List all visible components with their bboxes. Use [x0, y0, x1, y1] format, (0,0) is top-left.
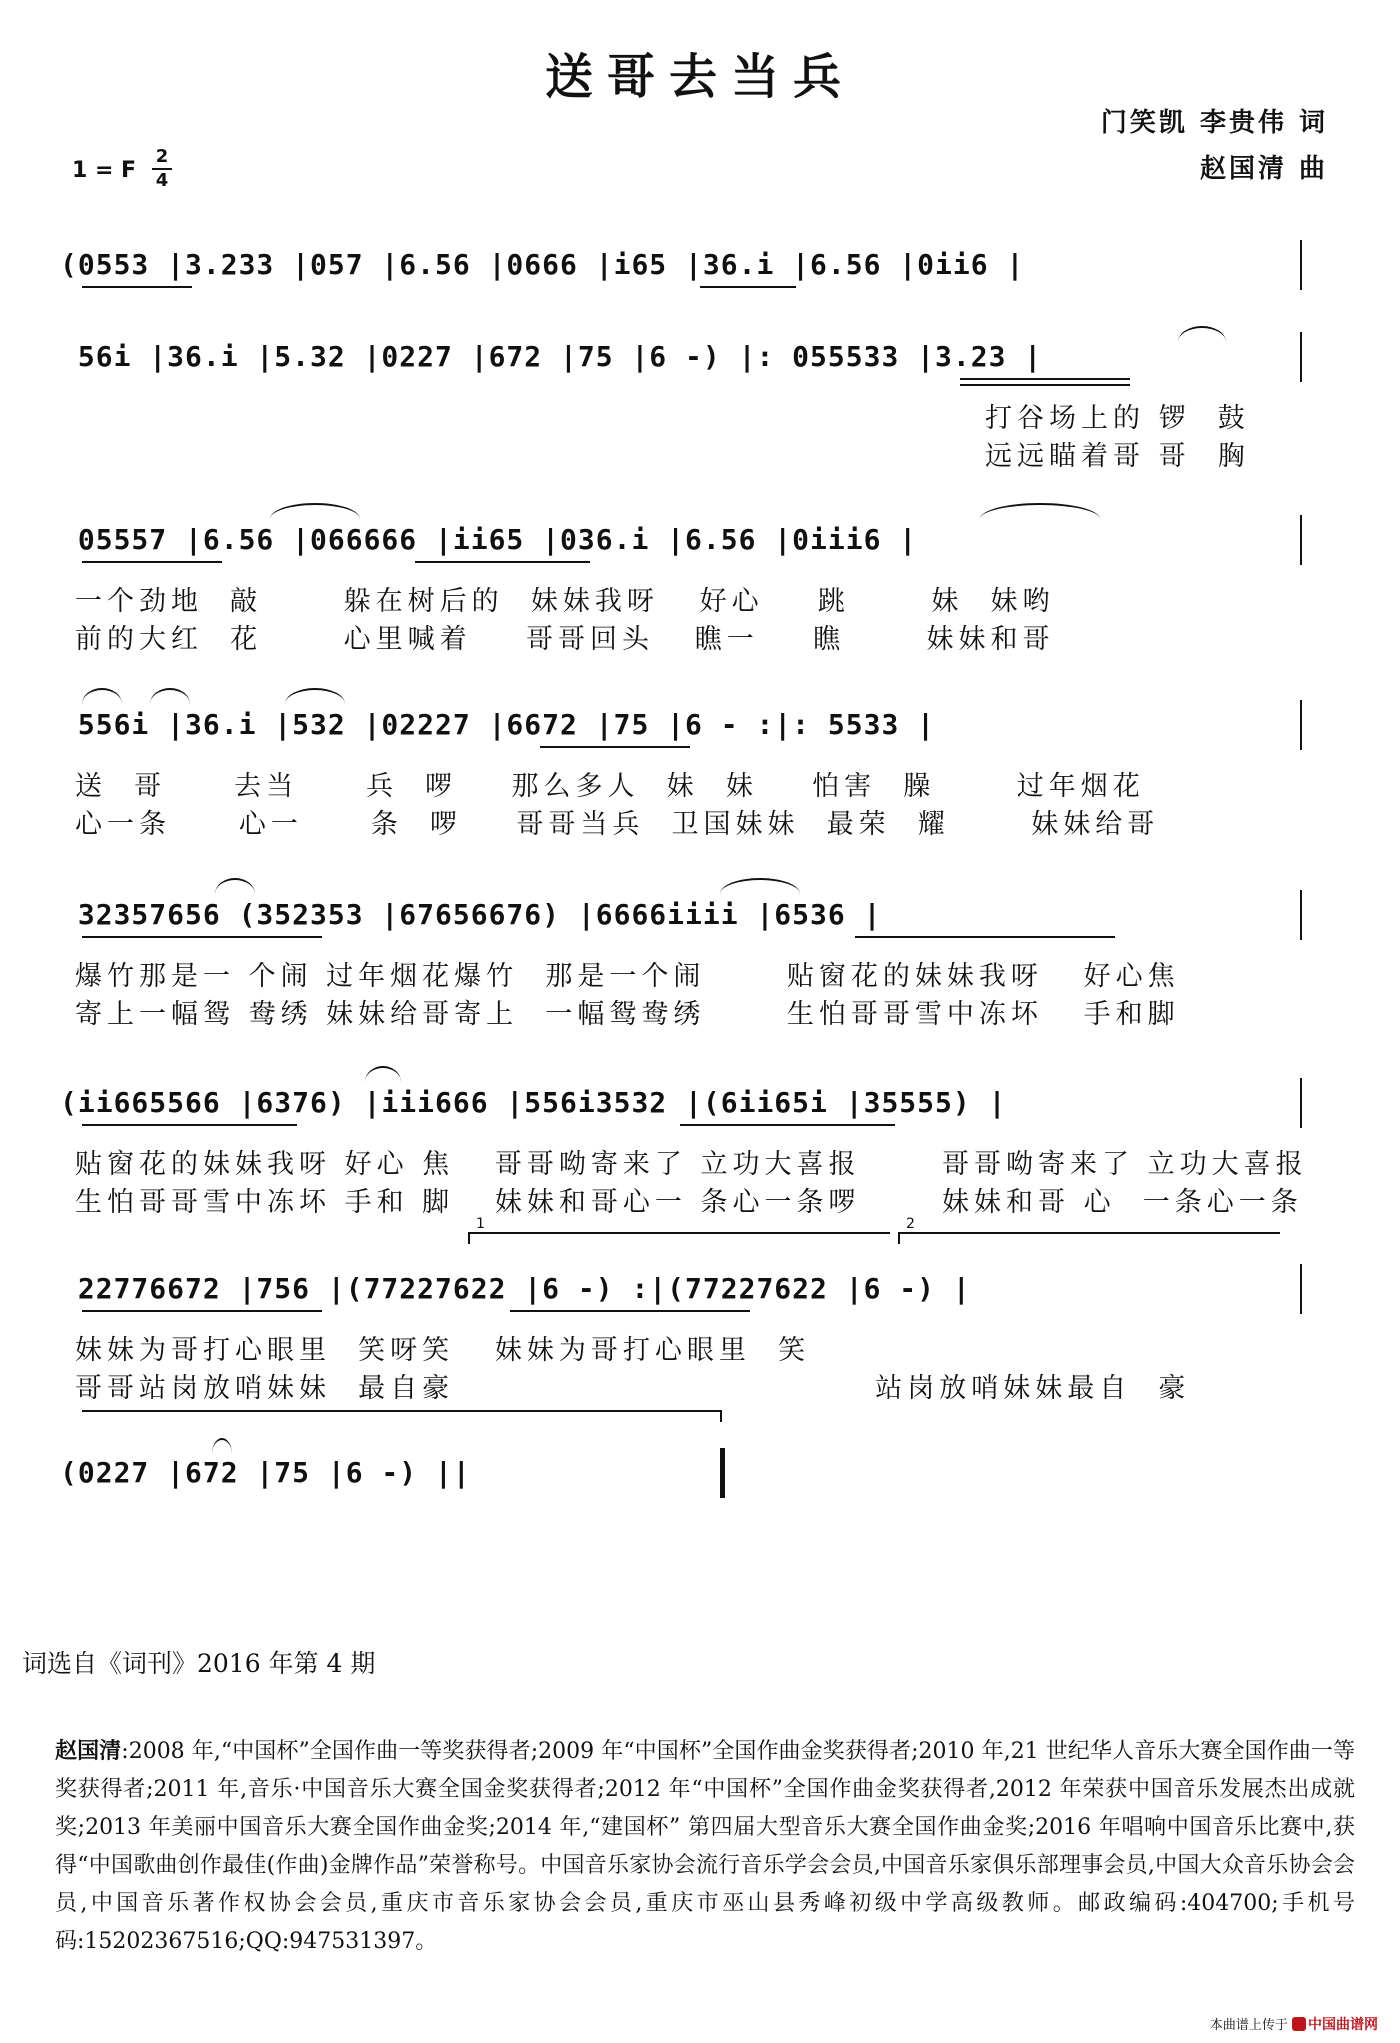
- coda-bracket-end: [720, 1410, 722, 1422]
- lyrics-verse-1: 一个劲地 敲 躲在树后的 妹妹我呀 好心 跳 妹 妹哟: [75, 586, 1055, 617]
- beam-line: [680, 1124, 895, 1126]
- lyrics-verse-1: 妹妹为哥打心眼里 笑呀笑 妹妹为哥打心眼里 笑: [75, 1335, 811, 1366]
- volta-bracket-first: [468, 1216, 890, 1244]
- final-barline: [720, 1448, 725, 1498]
- barline: [1300, 1264, 1302, 1314]
- lyrics-verse-2: 寄上一幅鸳 鸯绣 妹妹给哥寄上 一幅鸳鸯绣 生怕哥哥雪中冻坏 手和脚: [75, 999, 1180, 1030]
- barline: [1300, 332, 1302, 382]
- beam-line: [82, 286, 192, 288]
- fermata: [212, 1438, 232, 1454]
- lyrics-verse-2: 远远瞄着哥 哥 胸: [985, 441, 1250, 472]
- notation-line: 32357656 (352353 |67656676) |6666iiii |6536 |: [60, 898, 882, 931]
- lyrics-verse-1: 送 哥 去当 兵 啰 那么多人 妹 妹 怕害 臊 过年烟花: [75, 771, 1145, 802]
- key-signature: 1 = F: [72, 158, 137, 183]
- slur: [1178, 326, 1226, 342]
- beam-line: [960, 378, 1130, 380]
- notation-line: 22776672 |756 |(77227622 |6 -) :|(77227622 |6 -) |: [60, 1272, 971, 1305]
- beam-line: [540, 746, 690, 748]
- slur: [215, 878, 255, 894]
- lyrics-verse-2: 生怕哥哥雪中冻坏 手和 脚 妹妹和哥心一 条心一条啰 妹妹和哥 心 一条心一条: [75, 1187, 1303, 1218]
- composer-bio: [55, 1732, 1355, 1961]
- logo-icon: [1292, 2017, 1306, 2031]
- lyrics-source-note: 词选自《词刊》2016 年第 4 期: [22, 1649, 376, 1678]
- beam-line: [855, 936, 1115, 938]
- lyrics-verse-2: 哥哥站岗放哨妹妹 最自豪 站岗放哨妹妹最自 豪: [75, 1373, 1191, 1404]
- slur: [82, 688, 122, 704]
- site-logo[interactable]: [1292, 2017, 1378, 2033]
- notation-line: 556i |36.i |532 |02227 |6672 |75 |6 - :|: 5533 |: [60, 708, 936, 741]
- lyrics-verse-1: 爆竹那是一 个闹 过年烟花爆竹 那是一个闹 贴窗花的妹妹我呀 好心焦: [75, 961, 1180, 992]
- beam-line: [415, 561, 590, 563]
- lyrics-verse-2: 心一条 心一 条 啰 哥哥当兵 卫国妹妹 最荣 耀 妹妹给哥: [75, 809, 1160, 840]
- composer-credit: 赵国清 曲: [1199, 154, 1328, 184]
- beam-line: [82, 561, 222, 563]
- barline: [1300, 700, 1302, 750]
- time-signature-top: 2: [155, 146, 169, 167]
- barline: [1300, 240, 1302, 290]
- time-signature: [150, 146, 174, 192]
- lyrics-verse-2: 前的大红 花 心里喊着 哥哥回头 瞧一 瞧 妹妹和哥: [75, 624, 1055, 655]
- notation-line: (0553 |3.233 |057 |6.56 |0666 |i65 |36.i |6.56 |0ii6 |: [60, 248, 1025, 281]
- slur: [285, 688, 345, 704]
- slur: [980, 503, 1100, 519]
- slur: [720, 878, 800, 894]
- beam-line: [960, 384, 1130, 386]
- site-logo-text: 中国曲谱网: [1308, 2017, 1378, 2033]
- barline: [1300, 1078, 1302, 1128]
- volta-number: 2: [906, 1216, 915, 1232]
- coda-bracket-line: [82, 1410, 722, 1412]
- lyrics-verse-1: 贴窗花的妹妹我呀 好心 焦 哥哥呦寄来了 立功大喜报 哥哥呦寄来了 立功大喜报: [75, 1149, 1308, 1180]
- slur: [270, 503, 360, 519]
- notation-line: (ii665566 |6376) |iii666 |556i3532 |(6ii65i |35555) |: [60, 1086, 1007, 1119]
- beam-line: [82, 1124, 297, 1126]
- beam-line: [700, 286, 796, 288]
- barline: [1300, 515, 1302, 565]
- slur: [150, 688, 190, 704]
- slur: [365, 1066, 401, 1082]
- barline: [1300, 890, 1302, 940]
- time-signature-bottom: 4: [155, 170, 169, 191]
- bio-text: :2008 年,“中国杯”全国作曲一等奖获得者;2009 年“中国杯”全国作曲金奖获得者;2010 年,21 世纪华人音乐大赛全国作曲一等奖获得者;2011 年,音乐·中国音乐大赛全国金奖获得者;2012 年“中国杯”全国作曲金奖获得者,2012 年荣获中国音乐发展杰出成就奖;2013 年美丽中国音乐大赛全国作曲金奖;2014 年,“建国杯” 第四届大型音乐大赛全国作曲金奖;2016 年唱响中国音乐比赛中,获得“中国歌曲创作最佳(作曲)金牌作品”荣誉称号。中国音乐家协会流行音乐学会会员,中国音乐家俱乐部理事会员,中国大众音乐协会会员,中国音乐著作权协会会员,重庆市音乐家协会会员,重庆市巫山县秀峰初级中学高级教师。邮政编码:404700;手机号码:15202367516;QQ:947531397。: [55, 1739, 1355, 1954]
- lyricist-credit: 门笑凯 李贵伟 词: [1100, 108, 1328, 138]
- lyrics-verse-1: 打谷场上的 锣 鼓: [985, 403, 1250, 434]
- notation-line: 56i |36.i |5.32 |0227 |672 |75 |6 -) |: 055533 |3.23 |: [60, 340, 1043, 373]
- song-title: 送哥去当兵: [544, 49, 855, 105]
- volta-bracket-second: [898, 1216, 1280, 1244]
- bio-name: 赵国清: [55, 1738, 122, 1764]
- beam-line: [510, 1310, 750, 1312]
- notation-line: 05557 |6.56 |066666 |ii65 |036.i |6.56 |0iii6 |: [60, 523, 918, 556]
- footer-text: 本曲谱上传于: [1209, 2018, 1288, 2033]
- footer-credit: [1210, 2014, 1378, 2034]
- beam-line: [82, 936, 322, 938]
- notation-line: (0227 |672 |75 |6 -) ||: [60, 1456, 471, 1489]
- beam-line: [82, 1310, 322, 1312]
- volta-number: 1: [476, 1216, 485, 1232]
